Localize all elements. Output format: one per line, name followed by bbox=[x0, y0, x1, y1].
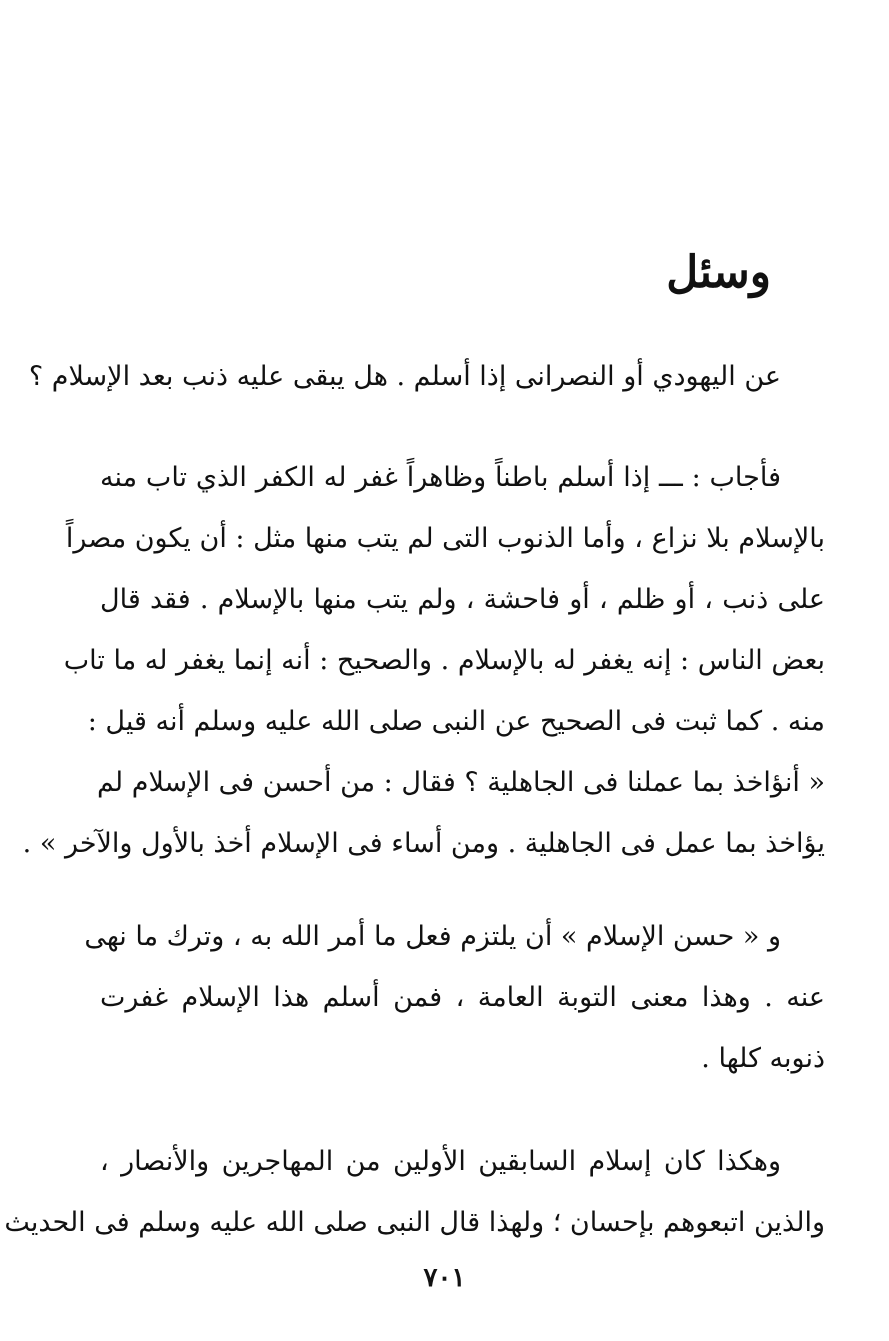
paragraph-line: عنه . وهذا معنى التوبة العامة ، فمن أسلم هذا الإسلام غفرت bbox=[100, 982, 825, 1013]
second-paragraph bbox=[84, 906, 825, 1089]
section-heading: وسئل bbox=[666, 247, 771, 298]
paragraph-line: يؤاخذ بما عمل فى الجاهلية . ومن أساء فى الإسلام أخذ بالأول والآخر » . bbox=[22, 828, 825, 859]
third-paragraph bbox=[4, 1131, 825, 1253]
paragraph-line: « أنؤاخذ بما عملنا فى الجاهلية ؟ فقال : من أحسن فى الإسلام لم bbox=[96, 767, 825, 798]
answer-paragraph bbox=[22, 447, 825, 874]
paragraph-line: وهكذا كان إسلام السابقين الأولين من المهاجرين والأنصار ، bbox=[100, 1146, 781, 1177]
question-paragraph bbox=[28, 346, 825, 407]
paragraph-line: بعض الناس : إنه يغفر له بالإسلام . والصحيح : أنه إنما يغفر له ما تاب bbox=[63, 645, 825, 676]
paragraph-line: بالإسلام بلا نزاع ، وأما الذنوب التى لم يتب منها مثل : أن يكون مصراً bbox=[65, 523, 825, 554]
paragraph-line: فأجاب : ـــ إذا أسلم باطناً وظاهراً غفر له الكفر الذي تاب منه bbox=[100, 462, 781, 493]
paragraph-line: عن اليهودي أو النصرانى إذا أسلم . هل يبقى عليه ذنب بعد الإسلام ؟ bbox=[28, 361, 781, 392]
paragraph-line: على ذنب ، أو ظلم ، أو فاحشة ، ولم يتب منها بالإسلام . فقد قال bbox=[100, 584, 825, 615]
page-number: ٧٠١ bbox=[423, 1263, 466, 1293]
paragraph-line: ذنوبه كلها . bbox=[701, 1043, 825, 1074]
paragraph-line: منه . كما ثبت فى الصحيح عن النبى صلى الله عليه وسلم أنه قيل : bbox=[87, 706, 825, 737]
paragraph-line: و « حسن الإسلام » أن يلتزم فعل ما أمر الله به ، وترك ما نهى bbox=[84, 921, 781, 952]
paragraph-line: والذين اتبعوهم بإحسان ؛ ولهذا قال النبى صلى الله عليه وسلم فى الحديث bbox=[4, 1207, 825, 1238]
